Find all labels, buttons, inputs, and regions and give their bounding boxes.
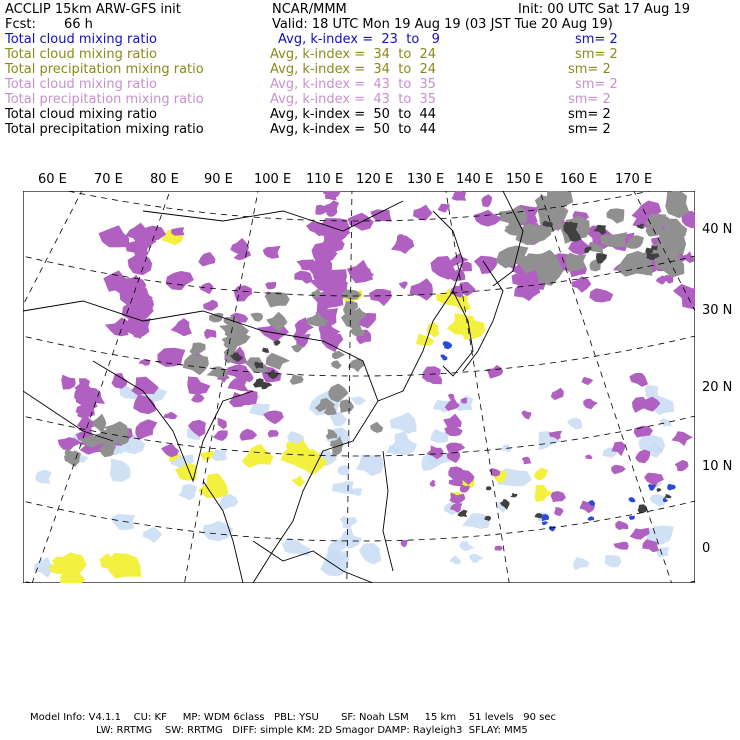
- latitude-label: 10 N: [702, 459, 733, 474]
- field-smoothing: sm= 2: [575, 32, 618, 47]
- longitude-label: 100 E: [254, 172, 292, 187]
- field-k-index: Avg, k-index = 50 to 44: [270, 122, 437, 137]
- field-name: Total cloud mixing ratio: [5, 77, 158, 92]
- field-smoothing: sm= 2: [575, 77, 618, 92]
- field-k-index: Avg, k-index = 23 to 9: [278, 32, 440, 47]
- longitude-label: 110 E: [306, 172, 344, 187]
- field-smoothing: sm= 2: [575, 47, 618, 62]
- valid-time: Valid: 18 UTC Mon 19 Aug 19 (03 JST Tue 20 Aug 19): [272, 17, 613, 32]
- purple-field-area: [268, 430, 279, 438]
- model-info-line1: Model Info: V4.1.1 CU: KF MP: WDM 6class PBL: YSU SF: Noah LSM 15 km 51 levels 90 sec: [30, 712, 556, 723]
- field-k-index: Avg, k-index = 50 to 44: [270, 107, 437, 122]
- field-name: Total precipitation mixing ratio: [5, 92, 204, 107]
- field-name: Total cloud mixing ratio: [5, 47, 158, 62]
- longitude-label: 130 E: [407, 172, 445, 187]
- weather-map: [23, 191, 695, 583]
- field-smoothing: sm= 2: [568, 107, 611, 122]
- field-smoothing: sm= 2: [568, 122, 611, 137]
- longitude-label: 80 E: [150, 172, 179, 187]
- model-title: ACCLIP 15km ARW-GFS init: [5, 2, 181, 17]
- field-smoothing: sm= 2: [568, 92, 611, 107]
- longitude-label: 140 E: [456, 172, 494, 187]
- model-info-line2: LW: RRTMG SW: RRTMG DIFF: simple KM: 2D Smagor DAMP: Rayleigh3 SFLAY: MM5: [96, 725, 528, 736]
- latitude-label: 30 N: [702, 303, 733, 318]
- field-k-index: Avg, k-index = 43 to 35: [270, 77, 437, 92]
- organization-label: NCAR/MMM: [272, 2, 347, 17]
- field-name: Total precipitation mixing ratio: [5, 62, 204, 77]
- forecast-label: Fcst:: [5, 17, 36, 32]
- field-name: Total cloud mixing ratio: [5, 107, 158, 122]
- forecast-hour: 66 h: [64, 17, 93, 32]
- field-smoothing: sm= 2: [568, 62, 611, 77]
- longitude-label: 160 E: [560, 172, 598, 187]
- longitude-label: 170 E: [615, 172, 653, 187]
- field-k-index: Avg, k-index = 43 to 35: [270, 92, 437, 107]
- longitude-label: 70 E: [94, 172, 123, 187]
- longitude-label: 120 E: [356, 172, 394, 187]
- latitude-label: 40 N: [702, 222, 733, 237]
- longitude-label: 90 E: [204, 172, 233, 187]
- latitude-label: 20 N: [702, 380, 733, 395]
- field-k-index: Avg, k-index = 34 to 24: [270, 62, 437, 77]
- field-k-index: Avg, k-index = 34 to 24: [270, 47, 437, 62]
- field-name: Total cloud mixing ratio: [5, 32, 158, 47]
- longitude-label: 60 E: [38, 172, 67, 187]
- longitude-label: 150 E: [506, 172, 544, 187]
- latitude-label: 0: [702, 541, 711, 556]
- dark-gray-field-area: [486, 486, 492, 490]
- field-name: Total precipitation mixing ratio: [5, 122, 204, 137]
- init-time: Init: 00 UTC Sat 17 Aug 19: [518, 2, 691, 17]
